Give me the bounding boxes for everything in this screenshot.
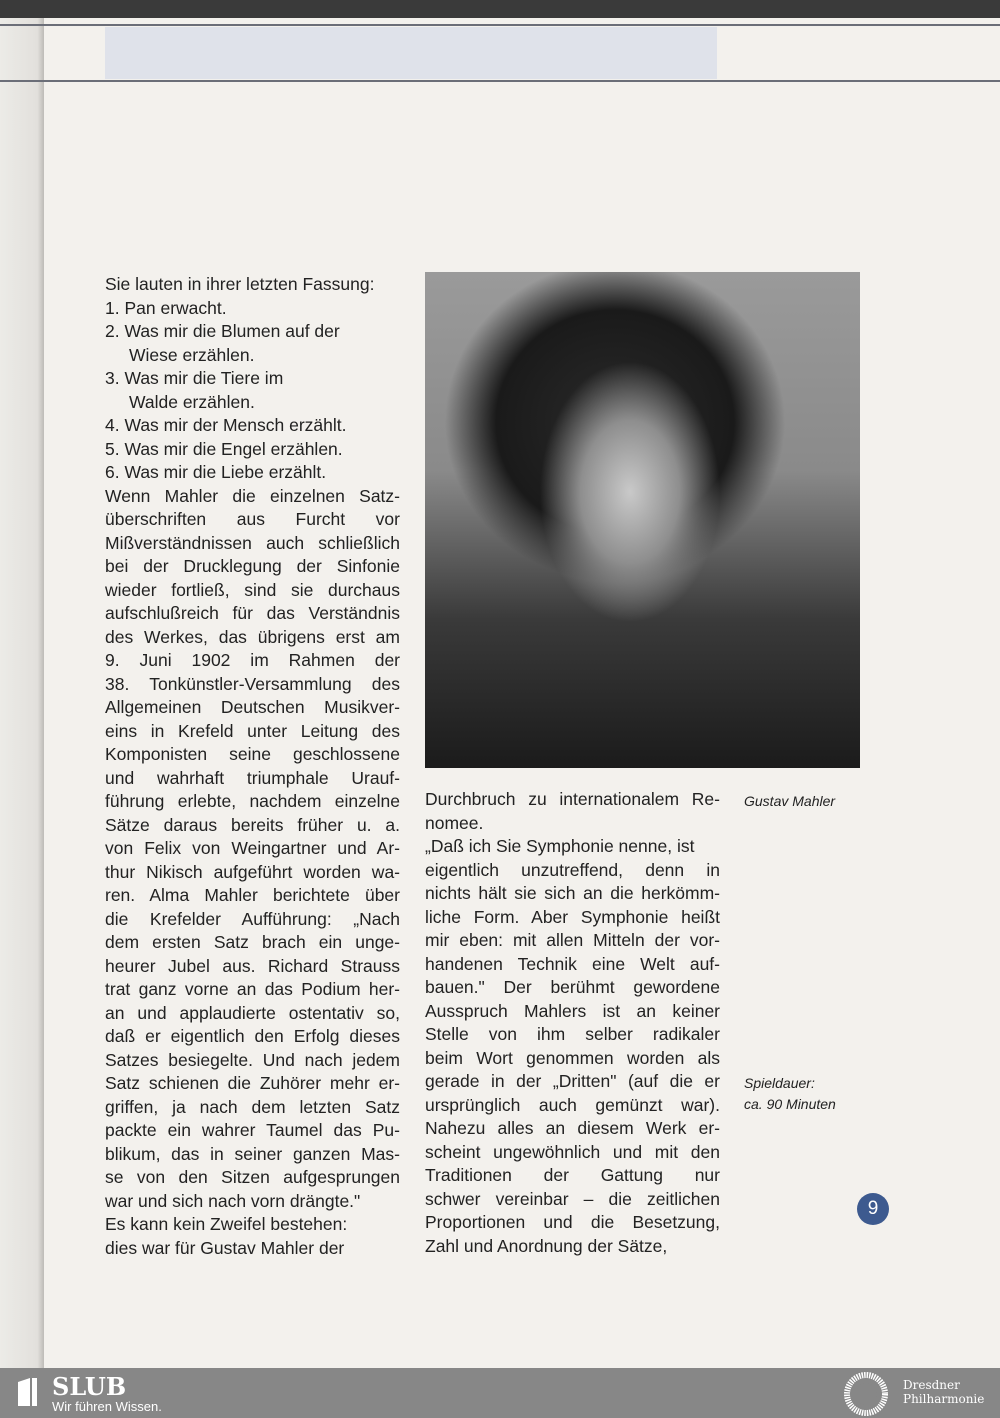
- partner-line-2: Philharmonie: [903, 1392, 985, 1406]
- text-line: packte ein wahrer Taumel das Pu-: [105, 1120, 400, 1140]
- text-line: Satzes besiegelte. Und nach jedem: [105, 1049, 400, 1070]
- text-line: nomee.: [425, 812, 484, 833]
- text-line: 38. Tonkünstler-Versammlung des: [105, 673, 400, 694]
- text-line: „Daß ich Sie Symphonie nenne, ist: [425, 836, 695, 856]
- text-line: eigentlich unzutreffend, denn in: [425, 859, 720, 880]
- text-line: führung erlebte, nachdem einzelne: [105, 791, 400, 811]
- text-line: mir eben: mit allen Mitteln der vor-: [425, 930, 720, 950]
- text-line: dem ersten Satz brach ein unge-: [105, 932, 400, 952]
- text-line: nichts hält sie sich an die herkömm-: [425, 883, 720, 903]
- text-line: griffen, ja nach dem letzten Satz: [105, 1096, 400, 1117]
- text-line: Wenn Mahler die einzelnen Satz-: [105, 485, 400, 506]
- text-line: trat ganz vorne an das Podium her-: [105, 979, 400, 999]
- text-line: Mißverständnissen auch schließlich: [105, 532, 400, 553]
- text-line: an und applaudierte ostentativ so,: [105, 1002, 400, 1023]
- slub-tagline: Wir führen Wissen.: [52, 1399, 162, 1414]
- duration-label: Spieldauer:: [744, 1075, 815, 1091]
- text-line: und wahrhaft triumphale Urauf-: [105, 767, 400, 788]
- text-line: von Felix von Weingartner und Ar-: [105, 838, 400, 858]
- text-line: liche Form. Aber Symphonie heißt: [425, 906, 720, 927]
- text-line: blikum, das in seiner ganzen Mas-: [105, 1143, 400, 1164]
- right-text-column: [425, 788, 720, 1258]
- text-line: Satz schienen die Zuhörer mehr er-: [105, 1073, 400, 1093]
- slub-book-icon: [16, 1376, 40, 1408]
- text-line: ursprünglich auch gemünzt war).: [425, 1094, 720, 1115]
- left-text-column: [105, 273, 400, 1260]
- text-line: wieder fortließ, sind sie durchaus: [105, 579, 400, 600]
- text-line: 2. Was mir die Blumen auf der: [105, 321, 340, 341]
- text-line: Ausspruch Mahlers ist an keiner: [425, 1000, 720, 1021]
- text-line: schwer vereinbar – die zeitlichen: [425, 1188, 720, 1209]
- text-line: eins in Krefeld unter Leitung des: [105, 720, 400, 741]
- text-line: Nahezu alles an diesem Werk er-: [425, 1118, 720, 1138]
- slub-logo-text: SLUB: [52, 1372, 127, 1401]
- text-line: des Werkes, das übrigens erst am: [105, 626, 400, 647]
- text-line: heurer Jubel aus. Richard Strauss: [105, 955, 400, 976]
- duration-value: ca. 90 Minuten: [744, 1096, 836, 1112]
- text-line: war und sich nach vorn drängte.": [105, 1190, 361, 1211]
- text-line: Es kann kein Zweifel bestehen:: [105, 1214, 348, 1234]
- facing-page-edge: [0, 18, 44, 1368]
- partner-line-1: Dresdner: [903, 1378, 960, 1392]
- text-line: Wiese erzählen.: [129, 344, 255, 365]
- text-line: bei der Drucklegung der Sinfonie: [105, 556, 400, 576]
- header-rule-top: [0, 24, 1000, 26]
- text-line: gerade in der „Dritten" (auf die er: [425, 1071, 720, 1091]
- text-line: die Krefelder Aufführung: „Nach: [105, 908, 400, 929]
- photo-caption: Gustav Mahler: [744, 793, 836, 809]
- text-line: Zahl und Anordnung der Sätze,: [425, 1235, 668, 1256]
- text-line: Traditionen der Gattung nur: [425, 1165, 720, 1185]
- text-line: Walde erzählen.: [129, 391, 255, 412]
- text-line: 6. Was mir die Liebe erzählt.: [105, 462, 327, 482]
- text-line: Allgemeinen Deutschen Musikver-: [105, 697, 400, 717]
- text-line: Komponisten seine geschlossene: [105, 744, 400, 764]
- page-number-badge: 9: [857, 1193, 889, 1225]
- text-line: Proportionen und die Besetzung,: [425, 1212, 720, 1232]
- text-line: 5. Was mir die Engel erzählen.: [105, 438, 343, 459]
- text-line: handenen Technik eine Welt auf-: [425, 953, 720, 974]
- philharmonie-sun-icon: [843, 1372, 889, 1416]
- text-line: Sie lauten in ihrer letzten Fassung:: [105, 274, 375, 294]
- header-rule-bottom: [0, 80, 1000, 82]
- text-line: bauen." Der berühmt gewordene: [425, 977, 720, 997]
- text-line: überschriften aus Furcht vor: [105, 509, 400, 529]
- text-line: 4. Was mir der Mensch erzählt.: [105, 415, 347, 435]
- text-line: thur Nikisch aufgeführt worden wa-: [105, 861, 400, 882]
- header-band: [105, 27, 717, 79]
- text-line: Sätze daraus bereits früher u. a.: [105, 814, 400, 835]
- text-line: ren. Alma Mahler berichtete über: [105, 885, 400, 905]
- footer-bar: [0, 1368, 1000, 1418]
- text-line: 3. Was mir die Tiere im: [105, 368, 284, 388]
- text-line: se von den Sitzen aufgesprungen: [105, 1167, 400, 1187]
- text-line: aufschlußreich für das Verständnis: [105, 603, 400, 623]
- text-line: Stelle von ihm selber radikaler: [425, 1024, 720, 1044]
- text-line: Durchbruch zu internationalem Re-: [425, 789, 720, 809]
- text-line: beim Wort genommen worden als: [425, 1047, 720, 1068]
- text-line: daß er eigentlich den Erfolg dieses: [105, 1026, 400, 1046]
- text-line: scheint ungewöhnlich und mit den: [425, 1141, 720, 1162]
- portrait-photo: [425, 272, 860, 768]
- text-line: 1. Pan erwacht.: [105, 297, 227, 318]
- text-line: 9. Juni 1902 im Rahmen der: [105, 650, 400, 670]
- partner-logo-text: [903, 1378, 984, 1406]
- text-line: dies war für Gustav Mahler der: [105, 1237, 345, 1258]
